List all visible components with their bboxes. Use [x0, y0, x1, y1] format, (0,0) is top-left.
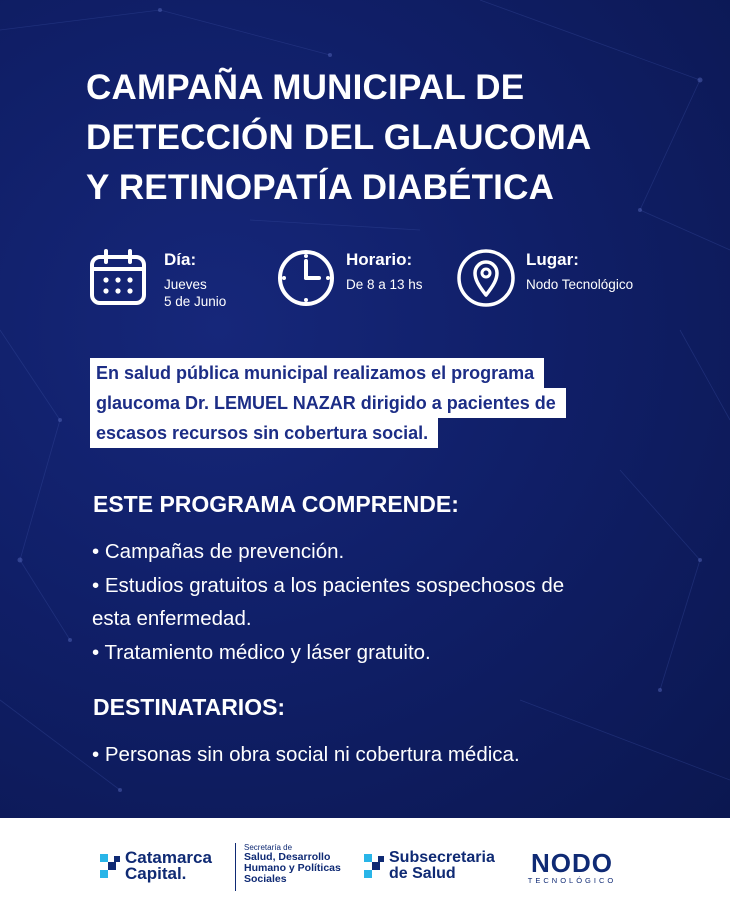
description-line: escasos recursos sin cobertura social.: [90, 418, 438, 448]
capital-line: Capital.: [125, 864, 187, 883]
list-item: • Campañas de prevención.: [92, 540, 345, 563]
list-item: • Estudios gratuitos a los pacientes sospechosos de: [92, 573, 565, 597]
secretaria-line: Salud, Desarrollo: [244, 851, 331, 863]
dia-label: Día:: [164, 250, 197, 269]
secretaria-line: Humano y Políticas: [244, 862, 341, 874]
nodo-logo-subtext: TECNOLÓGICO: [527, 876, 617, 885]
subsecretaria-line: Subsecretaria: [389, 849, 495, 866]
description-line: glaucoma Dr. LEMUEL NAZAR dirigido a pacientes de: [90, 388, 566, 418]
catamarca-line: Catamarca: [125, 848, 212, 867]
event-info-row: [0, 248, 730, 318]
title-line: CAMPAÑA MUNICIPAL DE: [86, 68, 525, 107]
campaign-title: [86, 63, 706, 213]
dia-weekday: Jueves: [164, 277, 207, 292]
nodo-logo-text: NODO: [531, 848, 613, 878]
horario-value: De 8 a 13 hs: [346, 277, 423, 292]
footer-logos: [0, 818, 730, 913]
list-item: esta enfermedad.: [92, 607, 252, 630]
programa-section-title: ESTE PROGRAMA COMPRENDE:: [93, 491, 459, 517]
de-salud-line: de Salud: [389, 865, 456, 882]
program-description: [90, 358, 660, 448]
description-line: En salud pública municipal realizamos el programa: [90, 358, 544, 388]
horario-label: Horario:: [346, 250, 413, 269]
list-item: • Tratamiento médico y láser gratuito.: [92, 640, 431, 664]
destinatarios-list: [92, 738, 692, 772]
lugar-value: Nodo Tecnológico: [526, 277, 634, 292]
dia-value: [164, 276, 226, 310]
dia-date: 5 de Junio: [164, 294, 227, 309]
lugar-label: Lugar:: [526, 250, 579, 269]
calendar-icon: [88, 248, 148, 308]
subsecretaria-mark-icon: [364, 852, 386, 882]
subsecretaria-logo-text: [389, 850, 495, 882]
nodo-tecnologico-logo: [522, 850, 622, 886]
secretaria-small: Secretaría de: [244, 843, 293, 852]
list-item: • Personas sin obra social ni cobertura médica.: [92, 743, 520, 766]
clock-icon: [276, 248, 336, 308]
catamarca-mark-icon: [100, 852, 122, 882]
programa-list: [92, 535, 692, 669]
title-line: Y RETINOPATÍA DIABÉTICA: [86, 168, 555, 207]
title-line: DETECCIÓN DEL GLAUCOMA: [86, 118, 592, 157]
catamarca-logo-text: [125, 850, 212, 882]
location-pin-icon: [456, 248, 516, 308]
secretaria-line: Sociales: [244, 873, 287, 885]
secretaria-logo: [235, 843, 341, 891]
destinatarios-section-title: DESTINATARIOS:: [93, 694, 286, 720]
